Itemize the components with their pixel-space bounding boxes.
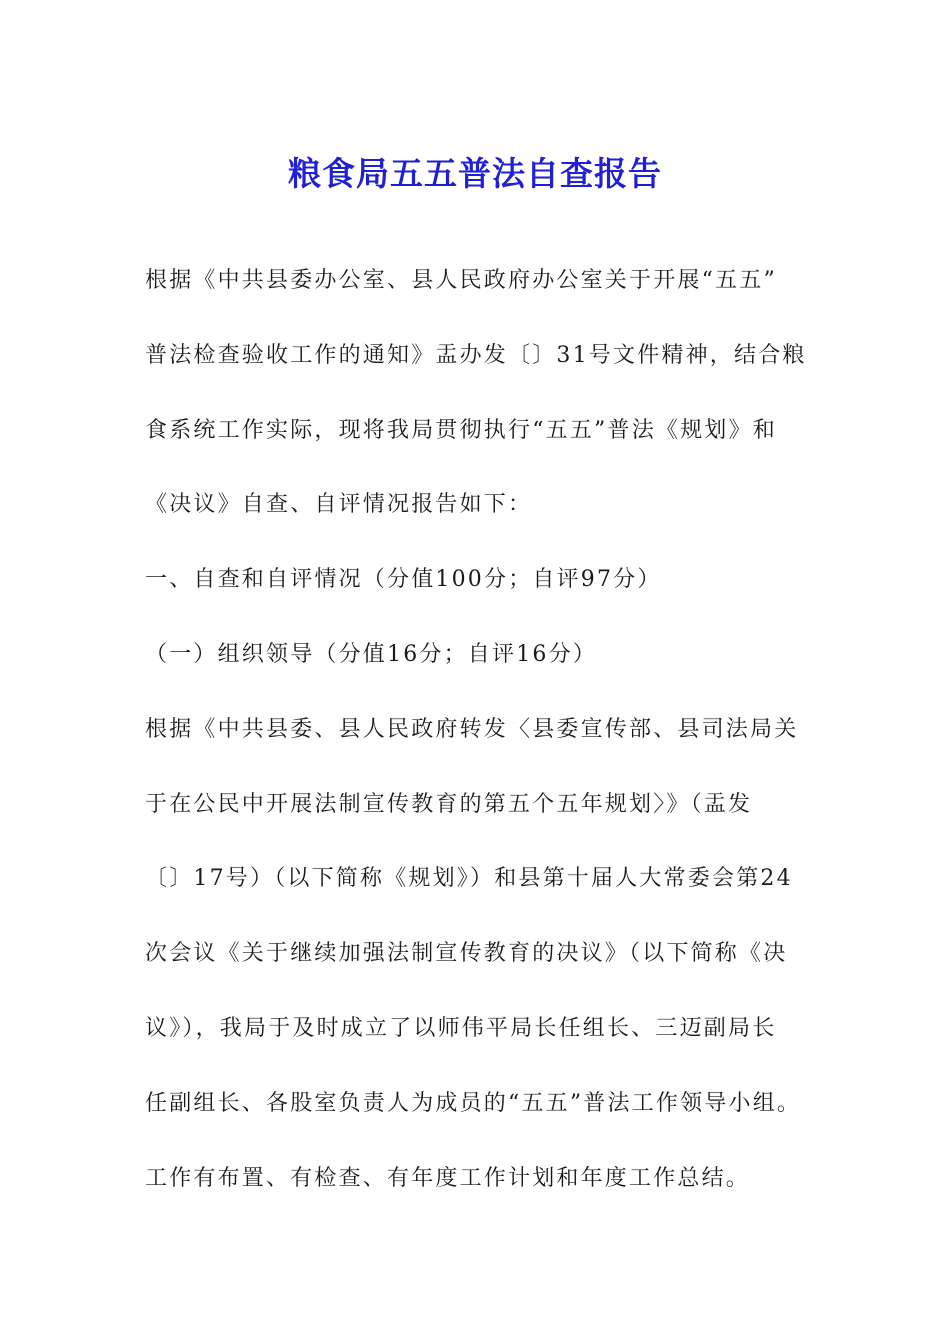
body-line-2: 普法检查验收工作的通知》盂办发〔〕31号文件精神，结合粮 xyxy=(145,342,807,368)
section-heading-1: 一、自查和自评情况（分值100分；自评97分） xyxy=(145,567,662,593)
body-line-13: 工作有布置、有检查、有年度工作计划和年度工作总结。 xyxy=(145,1165,751,1191)
body-line-8: 于在公民中开展法制宣传教育的第五个五年规划〉》（盂发 xyxy=(145,791,753,817)
document-body xyxy=(145,244,817,1216)
document-title: 粮食局五五普法自查报告 xyxy=(288,154,662,194)
body-line-3: 食系统工作实际，现将我局贯彻执行“五五”普法《规划》和 xyxy=(145,417,777,443)
body-line-1: 根据《中共县委办公室、县人民政府办公室关于开展“五五” xyxy=(145,268,777,293)
body-line-9: 〔〕17号）（以下简称《规划》）和县第十届人大常委会第24 xyxy=(145,866,793,892)
body-line-4: 《决议》自查、自评情况报告如下： xyxy=(145,492,533,518)
body-line-10: 次会议《关于继续加强法制宣传教育的决议》（以下简称《决 xyxy=(145,941,788,967)
subsection-heading-1: （一）组织领导（分值16分；自评16分） xyxy=(145,641,597,667)
body-line-12: 任副组长、各股室负责人为成员的“五五”普法工作领导小组。 xyxy=(145,1090,802,1116)
body-line-11: 议》），我局于及时成立了以师伟平局长任组长、三迈副局长 xyxy=(145,1015,777,1041)
body-line-7: 根据《中共县委、县人民政府转发〈县委宣传部、县司法局关 xyxy=(145,716,799,742)
